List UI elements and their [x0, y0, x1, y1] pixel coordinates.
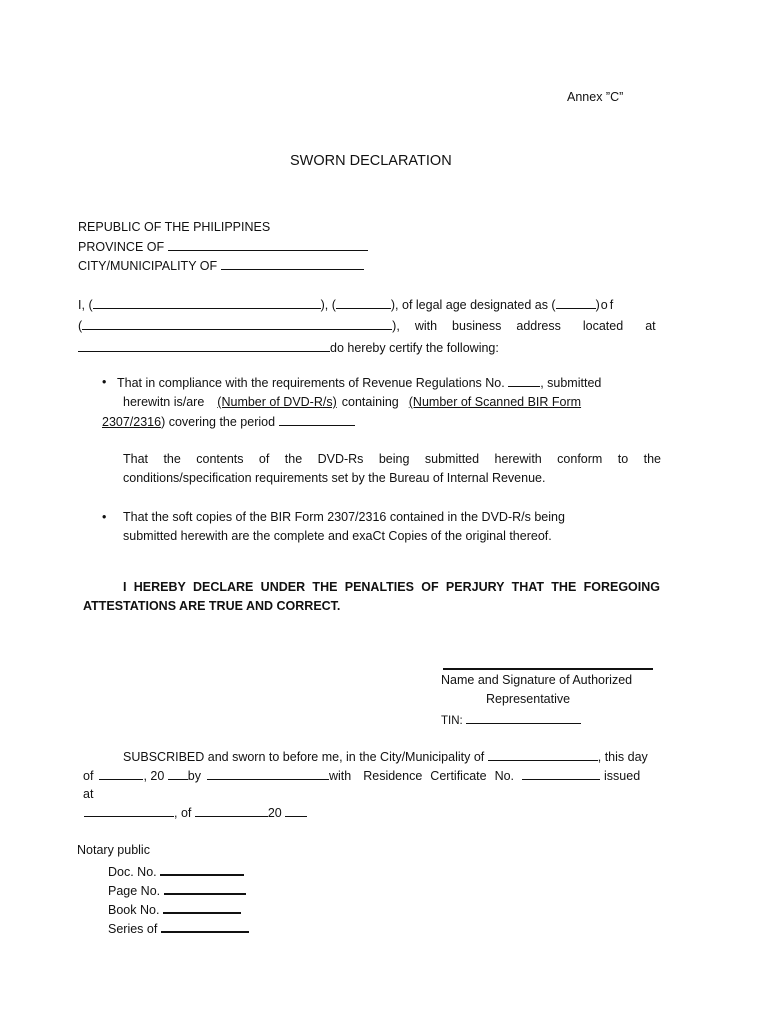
jurat-city-blank[interactable] — [488, 747, 598, 761]
dvd-count-field[interactable]: (Number of DVD-R/s) — [217, 395, 337, 409]
venue-republic: REPUBLIC OF THE PHILIPPINES — [78, 220, 271, 234]
page-no-blank[interactable] — [164, 880, 246, 895]
period-blank[interactable] — [279, 412, 355, 426]
intro-text: ( — [88, 298, 93, 312]
tin-label: TIN: — [441, 715, 463, 727]
issued-year-blank[interactable] — [285, 803, 307, 817]
jurat-text: , of — [174, 806, 192, 820]
bullet-text: , submitted — [540, 376, 602, 390]
scanned-forms-field-cont[interactable]: 2307/2316 — [102, 415, 162, 429]
venue-city-label: CITY/MUNICIPALITY OF — [78, 259, 218, 273]
jurat-text: issued — [604, 769, 641, 783]
designation-blank[interactable] — [556, 295, 596, 309]
intro-line-3 — [78, 338, 499, 358]
intro-text: do hereby certify the following: — [330, 341, 499, 355]
signature-caption-line-1: Name and Signature of Authorized — [441, 673, 633, 687]
signature-caption-line-2: Representative — [486, 692, 571, 706]
venue-city — [78, 256, 364, 276]
jurat-text: Residence — [363, 769, 423, 783]
intro-text: ( — [78, 319, 83, 333]
declaration-line-1: I HEREBY DECLARE UNDER THE PENALTIES OF PERJURY THAT THE FOREGOING — [123, 580, 660, 594]
jurat-year-blank[interactable] — [168, 766, 188, 780]
bullet-2-line-2: submitted herewith are the complete and exaCt Copies of the original thereof. — [123, 529, 552, 543]
bullet-text: herewitn is/are — [123, 395, 205, 409]
intro-text: ) — [595, 298, 600, 312]
declaration-line-2: ATTESTATIONS ARE TRUE AND CORRECT. — [83, 599, 341, 613]
intro-text: business — [452, 319, 502, 333]
jurat-text: , this day — [597, 750, 648, 764]
notary-page-label: Page No. — [108, 884, 161, 898]
issued-date-blank[interactable] — [195, 803, 268, 817]
notary-doc-row — [108, 861, 244, 882]
jurat-text: SUBSCRIBED and sworn to before me, in the City/Municipality of — [123, 750, 485, 764]
bullet-1-line-3 — [102, 412, 355, 432]
intro-text: with — [414, 319, 438, 333]
jurat-line-3: at — [83, 787, 94, 801]
affiant-name-blank[interactable] — [207, 766, 329, 780]
notary-book-row — [108, 899, 241, 920]
jurat-line-4 — [84, 803, 307, 823]
bullet-1-line-1 — [117, 373, 601, 393]
intro-text: I, — [78, 298, 85, 312]
book-no-blank[interactable] — [163, 899, 241, 914]
jurat-text: of — [83, 769, 94, 783]
notary-page-row — [108, 880, 246, 901]
res-cert-blank[interactable] — [522, 766, 600, 780]
jurat-text: by — [187, 769, 201, 783]
jurat-text: 20 — [267, 806, 282, 820]
province-blank[interactable] — [168, 237, 368, 251]
intro-text: ), — [392, 319, 400, 333]
bullet-1-marker: • — [102, 375, 107, 389]
bullet-text: containing — [341, 395, 399, 409]
contents-para-line-1: That the contents of the DVD-Rs being submitted herewith conform to the — [123, 452, 661, 466]
rr-number-blank[interactable] — [508, 373, 540, 387]
intro-text: located — [582, 319, 624, 333]
company-name-blank[interactable] — [82, 316, 392, 330]
jurat-line-2 — [83, 766, 640, 786]
tin-row — [441, 710, 581, 730]
page-title: SWORN DECLARATION — [290, 153, 452, 169]
notary-doc-label: Doc. No. — [108, 865, 157, 879]
intro-line-2 — [78, 316, 656, 336]
jurat-text: No. — [494, 769, 515, 783]
city-blank[interactable] — [221, 256, 364, 270]
jurat-text: , 20 — [143, 769, 165, 783]
notary-series-label: Series of — [108, 922, 158, 936]
annex-label: Annex ”C” — [567, 90, 624, 104]
bullet-2-line-1: That the soft copies of the BIR Form 2307/2316 contained in the DVD-R/s being — [123, 510, 565, 524]
venue-province-label: PROVINCE OF — [78, 240, 165, 254]
series-blank[interactable] — [161, 918, 249, 933]
bullet-text: That in compliance with the requirements of Revenue Regulations No. — [117, 376, 505, 390]
scanned-forms-field[interactable]: (Number of Scanned BIR Form — [408, 395, 582, 409]
issued-place-blank[interactable] — [84, 803, 174, 817]
citizenship-blank[interactable] — [336, 295, 391, 309]
notary-title: Notary public — [77, 843, 150, 857]
intro-text: ), ( — [320, 298, 336, 312]
intro-text: ), of legal age designated as ( — [390, 298, 556, 312]
jurat-text: Certificate — [430, 769, 487, 783]
signature-line[interactable] — [443, 668, 653, 670]
declarant-name-blank[interactable] — [93, 295, 321, 309]
contents-para-line-2: conditions/specification requirements set by the Bureau of Internal Revenue. — [123, 471, 546, 485]
jurat-line-1 — [123, 747, 648, 767]
bullet-text: ) covering the period — [161, 415, 276, 429]
notary-series-row — [108, 918, 249, 939]
tin-blank[interactable] — [466, 710, 581, 724]
jurat-month-blank[interactable] — [99, 766, 143, 780]
notary-book-label: Book No. — [108, 903, 160, 917]
intro-text: address — [516, 319, 561, 333]
jurat-text: with — [328, 769, 352, 783]
venue-province — [78, 237, 368, 257]
business-address-blank[interactable] — [78, 338, 330, 352]
doc-no-blank[interactable] — [160, 861, 244, 876]
bullet-1-line-2 — [123, 393, 581, 412]
bullet-2-marker: • — [102, 510, 107, 524]
intro-line-1 — [78, 295, 615, 315]
intro-text: at — [645, 319, 656, 333]
intro-text: of — [600, 298, 616, 312]
